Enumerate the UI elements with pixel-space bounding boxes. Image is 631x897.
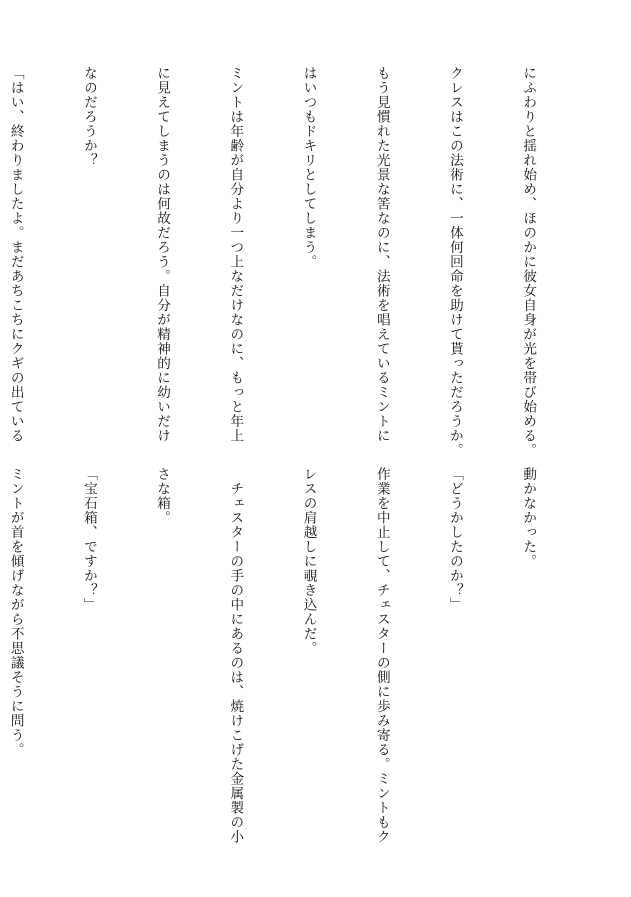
text-line: ミントが首を傾げながら不思議そうに問う。	[7, 467, 24, 757]
text-line: はいつもドキリとしてしまう。	[300, 66, 317, 269]
text-line: 作業を中止して、チェスターの側に歩み寄る。ミントもク	[373, 467, 390, 844]
text-line: なのだろうか？	[80, 66, 97, 168]
text-line: チェスターの手の中にあるのは、焼けこげた金属製の小	[227, 467, 244, 844]
text-line: もう見慣れた光景な筈なのに、法術を唱えているミントに	[373, 66, 390, 443]
text-line: ミントは年齢が自分より一つ上なだけなのに、もっと年上	[227, 66, 244, 443]
text-line: さな箱。	[154, 467, 171, 525]
text-line: 「はい、終わりましたよ。まだあちこちにクギの出ている	[7, 66, 24, 443]
text-line: レスの肩越しに覗き込んだ。	[300, 467, 317, 656]
text-line: クレスはこの法術に、一体何回命を助けて貰っただろうか。	[446, 66, 463, 458]
text-line: に見えてしまうのは何故だろう。自分が精神的に幼いだけ	[154, 66, 171, 443]
upper-text-block	[7, 66, 589, 458]
text-line: 動かなかった。	[520, 467, 537, 569]
text-line: 「宝石箱、ですか？」	[80, 467, 97, 612]
lower-text-block	[7, 467, 589, 847]
text-line: 「どうかしたのか？」	[446, 467, 463, 612]
text-line: にふわりと揺れ始め、ほのかに彼女自身が光を帯び始める。	[520, 66, 537, 458]
